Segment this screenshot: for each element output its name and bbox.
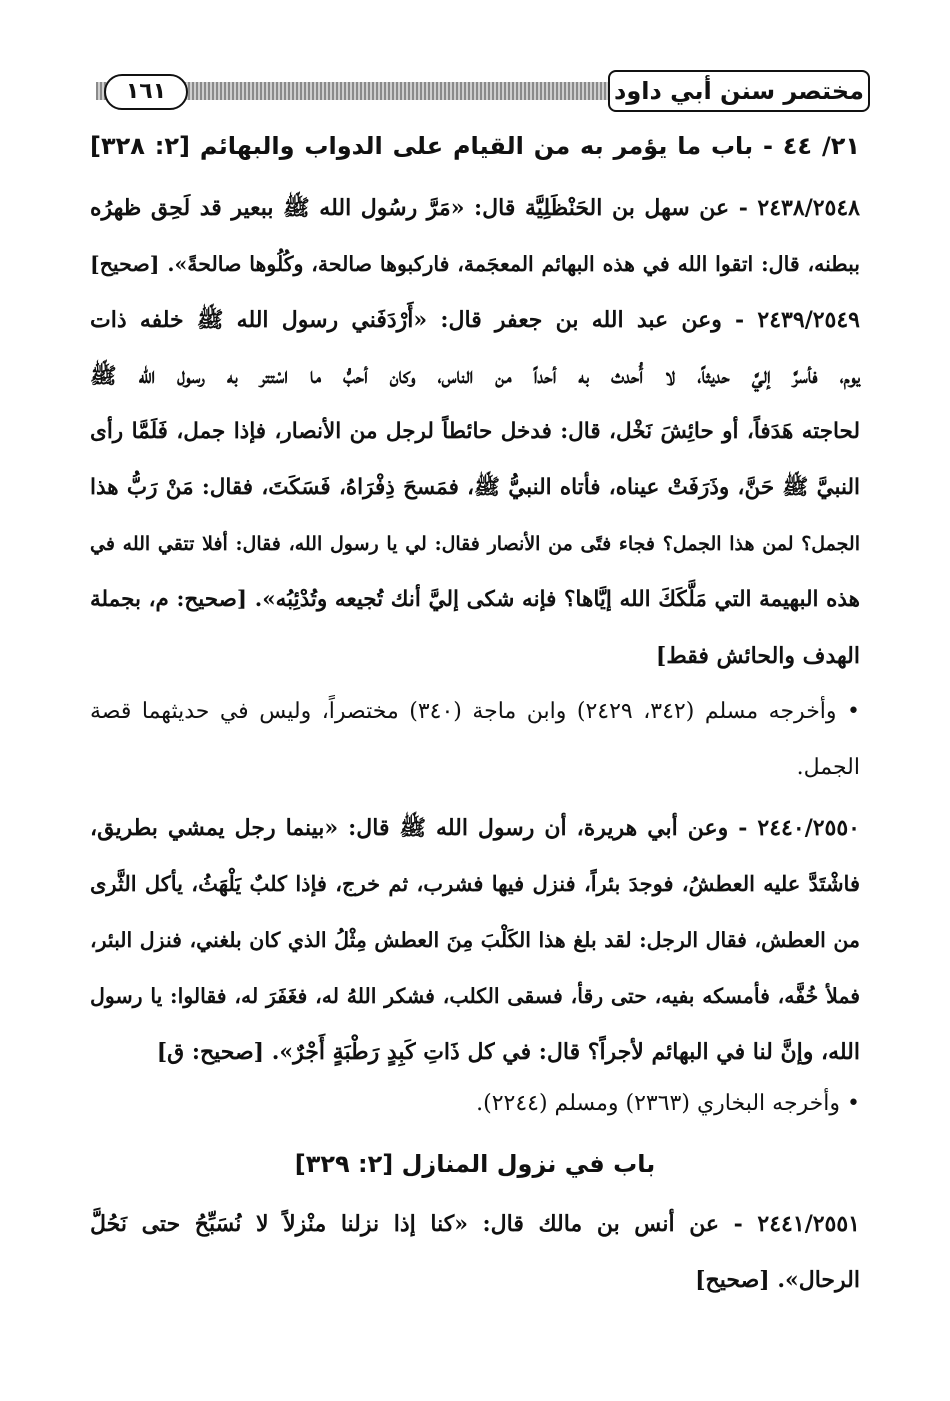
text-line: الهدف والحائش فقط] bbox=[655, 643, 860, 669]
text-line: لحاجته هَدَفاً، أو حائِشَ نَخْل، قال: فدخل حائطاً لرجل من الأنصار، فإذا جمل، فَلَمَّا رأى bbox=[90, 419, 860, 444]
chapter-heading: ٢١/ ٤٤ - باب ما يؤمر به من القيام على الدواب والبهائم [٢: ٣٢٨] bbox=[90, 132, 861, 160]
text-line: الجمل؟ لمن هذا الجمل؟ فجاء فتًى من الأنصار فقال: لي يا رسول الله، فقال: أفلا تتقي الله في bbox=[90, 533, 860, 555]
text-line: ٢٤٤١/٢٥٥١ - عن أنس بن مالك قال: «كنا إذا نزلنا منْزلاً لا نُسَبِّحُ حتى نَحُلَّ bbox=[90, 1211, 860, 1237]
text-line: النبيَّ ﷺ حَنَّ، وذَرَفَتْ عيناه، فأتاه النبيُّ ﷺ، فمَسحَ ذِفْرَاهُ، فَسَكَتَ، فقال: مَنْ رَبُّ هذا bbox=[90, 475, 860, 500]
page-header bbox=[96, 70, 870, 112]
section-heading: باب في نزول المنازل [٢: ٣٢٩] bbox=[294, 1150, 656, 1178]
page-number: ١٦١ bbox=[104, 74, 188, 110]
text-line: يوم، فأسرَّ إليَّ حديثاً، لا أُحدث به أحداً من الناس، وكان أحبُّ ما اسْتتر به رسول الله ﷺ bbox=[90, 363, 860, 389]
text-line: من العطش، فقال الرجل: لقد بلغ هذا الكَلْبَ مِنَ العطش مِثْلُ الذي كان بلغني، فنزل البئر، bbox=[90, 928, 860, 952]
text-line: فاشْتَدَّ عليه العطشُ، فوجدَ بئراً، فنزل فيها فشرب، ثم خرج، فإذا كلبٌ يَلْهَثُ، يأكل الثَّرى bbox=[90, 871, 860, 896]
text-line: هذه البهيمة التي مَلَّكَكَ الله إيَّاها؟ فإنه شكى إليَّ أنك تُجيعه وتُدْئِبُه». [صحيح: م، بجملة bbox=[90, 587, 860, 612]
note-line: • وأخرجه البخاري (٢٣٦٣) ومسلم (٢٢٤٤). bbox=[476, 1091, 860, 1116]
book-title: مختصر سنن أبي داود bbox=[608, 70, 870, 112]
note-line: • وأخرجه مسلم (٣٤٢، ٢٤٢٩) وابن ماجة (٣٤٠) مختصراً، وليس في حديثهما قصة bbox=[90, 699, 860, 724]
text-line: الرحال». [صحيح] bbox=[695, 1267, 860, 1293]
text-line: ٢٤٣٨/٢٥٤٨ - عن سهل بن الحَنْظَلِيَّة قال: «مَرَّ رسُول الله ﷺ ببعير قد لَحِق ظهرُه bbox=[90, 195, 860, 221]
text-line: الله، وإنَّ لنا في البهائم لأجراً؟ قال: في كل ذَاتِ كَبِدٍ رَطْبَةٍ أَجْرٌ». [صحيح: ق] bbox=[156, 1039, 860, 1065]
text-line: ٢٤٣٩/٢٥٤٩ - وعن عبد الله بن جعفر قال: «أَرْدَفَني رسول الله ﷺ خلفه ذات bbox=[90, 307, 860, 333]
note-line: الجمل. bbox=[796, 755, 860, 780]
text-line: فملأ خُفَّه، فأمسكه بفيه، حتى رقأ، فسقى الكلب، فشكر اللهُ له، فغَفَرَ له، فقالوا: يا رسول bbox=[90, 984, 860, 1008]
text-line: ببطنه، قال: اتقوا الله في هذه البهائم المعجَمة، فاركبوها صالحة، وكُلُوها صالحةً». [صحيح] bbox=[90, 252, 860, 276]
text-line: ٢٤٤٠/٢٥٥٠ - وعن أبي هريرة، أن رسول الله ﷺ قال: «بينما رجل يمشي بطريق، bbox=[90, 815, 860, 841]
